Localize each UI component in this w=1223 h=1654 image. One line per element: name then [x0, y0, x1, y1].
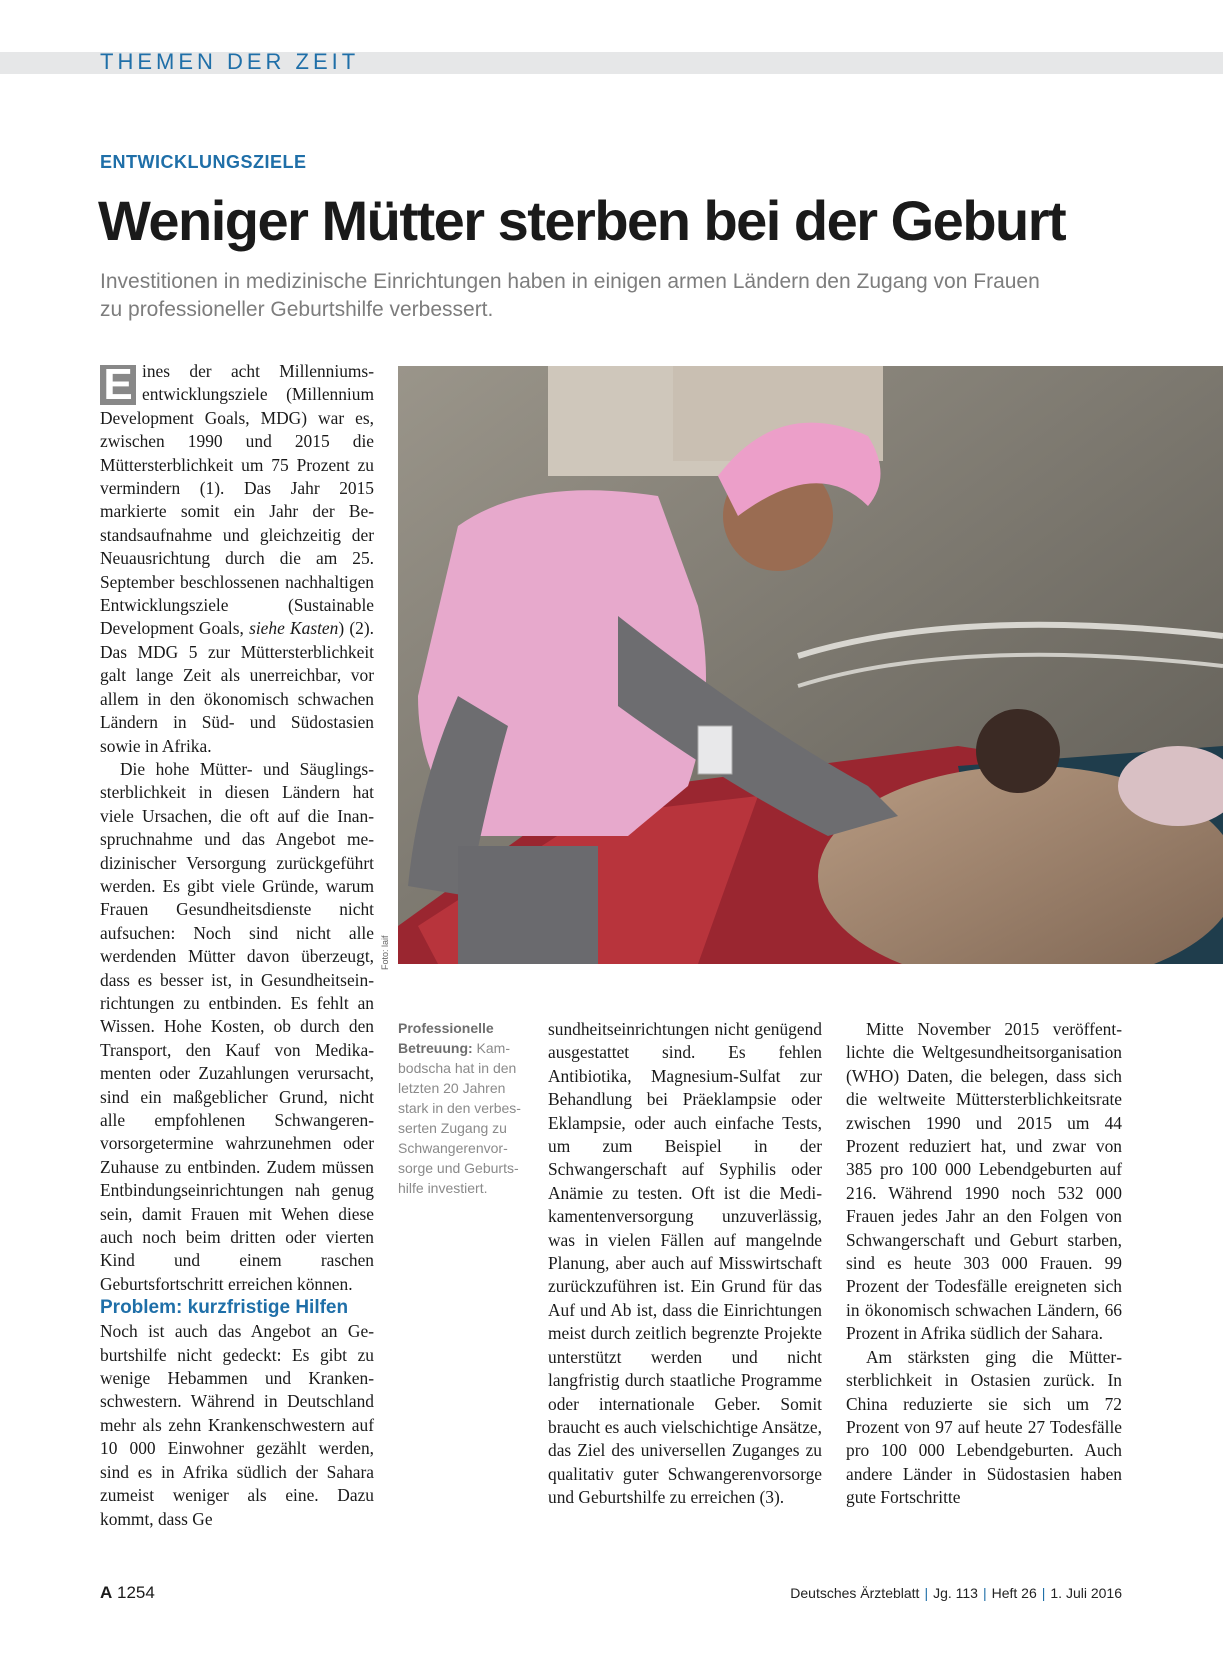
- paragraph-3: Noch ist auch das Angebot an Geburtshilfe nicht gedeckt: Es gibt zu wenige Hebammen und Krankenschwestern. Während in Deutschland mehr als zehn Krankenschwestern auf 10 000 Einwohner gezählt werden, sind es in Afrika südlich der Sahara zumeist weniger als eine. Dazu kommt, dass Ge: [100, 1321, 374, 1529]
- separator: |: [1041, 1585, 1046, 1601]
- paragraph-1-start: ines der acht Millenniumsentwicklungsziele (Millennium Development Goals, MDG) war es, zwischen 1990 und 2015 die Müttersterblichkeit um 75 Prozent zu vermindern (1). Das Jahr 2015 markierte somit ein Jahr der Bestandsaufnahme und gleichzeitig der Neuausrichtung durch die am 25. September beschlossenen nachhaltigen Entwicklungsziele (Sustainable Development Goals,: [100, 361, 374, 639]
- journal-reference: [790, 1585, 1122, 1601]
- page-number-value: 1254: [117, 1583, 155, 1602]
- subheading: Problem: kurzfristige Hilfen: [100, 1297, 349, 1319]
- article-title: Weniger Mütter sterben bei der Geburt: [98, 189, 1066, 252]
- paragraph-5: Mitte November 2015 veröffentlichte die Weltgesundheitsorganisation (WHO) Daten, die belegen, dass sich die weltweite Müttersterblichkeitsrate zwischen 1990 und 2015 um 44 Prozent reduziert hat, und zwar von 385 pro 100 000 Lebendgeburten auf 216. Während 1990 noch 532 000 Frauen jedes Jahr an den Folgen von Schwangerschaft und Geburt starben, sind es heute 303 000 Frauen. 99 Prozent der Todesfälle ereigneten sich in ökonomisch schwachen Ländern, 66 Prozent in Afrika südlich der Sahara.: [846, 1019, 1122, 1344]
- separator: |: [982, 1585, 987, 1601]
- paragraph-6: Am stärksten ging die Müttersterblichkeit in Ostasien zurück. In China reduzierte sie sich um 72 Prozent von 97 auf heute 27 Todesfälle pro 100 000 Lebendgeburten. Auch andere Länder in Südostasien haben gute Fortschritte: [846, 1346, 1122, 1508]
- paragraph-4: sundheitseinrichtungen nicht genügend ausgestattet sind. Es fehlen Antibiotika, Magnesium-Sulfat zur Behandlung bei Präeklampsie oder Eklampsie, oder auch einfache Tests, um zum Beispiel in der Schwangerschaft auf Syphilis oder Anämie zu testen. Oft ist die Medikamentenversorgung unzuverlässig, was in vielen Fällen auf mangelnde Planung, aber auch auf Misswirtschaft zurückzuführen ist. Ein Grund für das Auf und Ab ist, dass die Einrichtungen meist durch zeitlich begrenzte Projekte unterstützt werden und nicht langfristig durch staatliche Programme oder internationale Geber. Somit braucht es auch vielschichtige Ansätze, das Ziel des universellen Zuganges zu qualitativ guter Schwangerenvorsorge und Geburtshilfe zu erreichen (3).: [548, 1019, 822, 1508]
- paragraph-1-end: ) (2). Das MDG 5 zur Müttersterblichkeit galt lange Zeit als unerreichbar, vor allem in den ökonomisch schwachen Ländern in Süd- und Südostasien sowie in Afrika.: [100, 618, 375, 756]
- see-box-reference: siehe Kasten: [249, 618, 339, 639]
- journal-issue: Heft 26: [991, 1585, 1037, 1601]
- section-label: THEMEN DER ZEIT: [100, 49, 360, 74]
- article-photo: [398, 366, 1223, 964]
- journal-volume: Jg. 113: [933, 1585, 978, 1601]
- journal-date: 1. Juli 2016: [1050, 1585, 1122, 1601]
- caption-text: Kambodscha hat in den letzten 20 Jahren stark in den verbesserten Zugang zu Schwangerenvorsorge und Geburtshilfe investiert.: [398, 1040, 521, 1196]
- separator: |: [924, 1585, 929, 1601]
- page-prefix: A: [100, 1583, 113, 1602]
- text-column-1: [100, 360, 374, 1531]
- article-kicker: ENTWICKLUNGSZIELE: [100, 152, 307, 172]
- text-column-4: [846, 1018, 1122, 1510]
- text-column-3: [548, 1018, 822, 1510]
- photo-caption: [398, 1018, 526, 1198]
- photo-illustration: [398, 366, 1223, 964]
- article-subtitle: Investitionen in medizinische Einrichtungen haben in einigen armen Ländern den Zugang von Frauen zu professioneller Geburtshilfe verbessert.: [100, 270, 1040, 321]
- drop-cap: E: [100, 365, 136, 405]
- paragraph-2: Die hohe Mütter- und Säuglingssterblichkeit in diesen Ländern hat viele Ursachen, die oft auf die Inanspruchnahme und das Angebot medizinischer Versorgung zurückgeführt werden. Es gibt viele Gründe, warum Frauen Gesundheitsdienste nicht aufsuchen: Noch sind nicht alle werdenden Mütter davon überzeugt, dass es besser ist, in Gesundheitseinrichtungen zu entbinden. Es fehlt an Wissen. Hohe Kosten, ob durch den Transport, den Kauf von Medikamenten oder Zuzahlungen verursacht, sind ein maßgeblicher Grund, nicht alle empfohlenen Schwangerenvorsorgetermine wahrzunehmen oder Zuhause zu entbinden. Zudem müssen Entbindungseinrichtungen nah genug sein, damit Frauen mit Wehen diese auch noch beim dritten oder vierten Kind und einem raschen Geburtsfortschritt erreichen können.: [100, 758, 374, 1294]
- paragraph-1: [100, 360, 374, 758]
- page-number: [100, 1583, 155, 1603]
- caption-lead: Professionelle Betreuung:: [398, 1020, 494, 1056]
- journal-name: Deutsches Ärzteblatt: [790, 1585, 920, 1601]
- photo-credit: Foto: laif: [380, 935, 390, 970]
